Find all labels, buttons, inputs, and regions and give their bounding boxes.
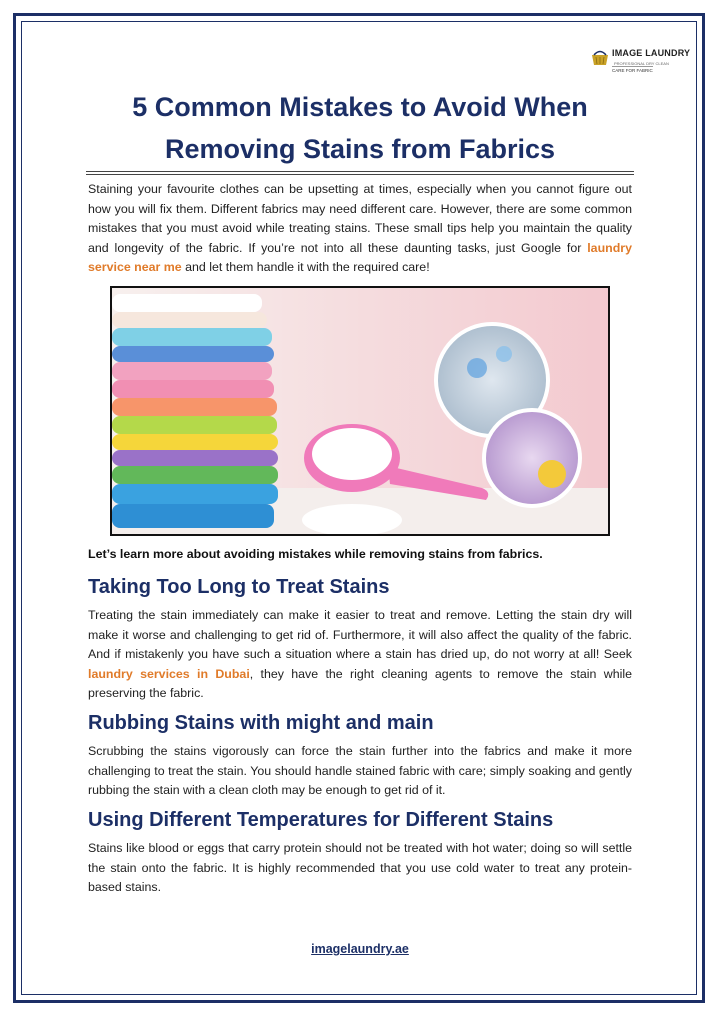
title-line-1: 5 Common Mistakes to Avoid When <box>132 92 588 122</box>
bubble-2 <box>496 346 512 362</box>
intro-text-after: and let them handle it with the required care! <box>181 260 430 275</box>
section-1-text-before: Treating the stain immediately can make it easier to treat and remove. Letting the stain dry will make it worse and challenging to get rid of. Furthermore, it will also affect the quality of the fabric. And if mistakenly you have such a situation where a stain has dried up, do not worry at all! Seek <box>88 608 632 662</box>
intro-paragraph <box>88 180 632 278</box>
laundry-service-link[interactable]: laundry service near me <box>88 240 632 275</box>
yellow-cloth <box>538 460 566 488</box>
footer-website-link[interactable]: imagelaundry.ae <box>311 942 409 956</box>
intro-text-before: Staining your favourite clothes can be upsetting at times, especially when you cannot figure out how you will fix them. Different fabrics may need different care. However, there are some common mistakes that you must avoid while treating stains. These small tips help you maintain the quality and longevity of the fabric. If you’re not into all these daunting tasks, just Google for <box>88 182 632 255</box>
title-divider-bottom <box>86 174 634 175</box>
section-heading-3: Using Different Temperatures for Different Stains <box>88 809 554 831</box>
section-paragraph-3: Stains like blood or eggs that carry protein should not be treated with hot water; doing so will settle the stain onto the fabric. It is highly recommended that you use cold water to treat any protein-based stains. <box>88 841 632 895</box>
photo-illustration <box>112 288 608 534</box>
laundry-dubai-link[interactable]: laundry services in Dubai <box>88 666 250 681</box>
section-paragraph-1 <box>88 606 632 704</box>
logo-name: IMAGE LAUNDRY <box>612 48 691 58</box>
towel-stack <box>112 294 278 528</box>
brand-logo[interactable] <box>590 46 691 74</box>
section-1-text-after: , they have the right cleaning agents to remove the stain while preserving the fabric. <box>88 666 632 701</box>
title-line-2: Removing Stains from Fabrics <box>164 134 556 164</box>
logo-subtitle: PROFESSIONAL DRY CLEAN <box>614 61 669 66</box>
page-title <box>60 86 660 170</box>
section-heading-1: Taking Too Long to Treat Stains <box>88 576 390 598</box>
towels-detergent-photo <box>110 286 610 536</box>
laundry-basket-icon <box>590 48 610 66</box>
title-divider-top <box>86 171 634 172</box>
clothes-closeup-circle <box>484 410 580 506</box>
section-paragraph-2: Scrubbing the stains vigorously can force the stain further into the fabrics and make it more challenging to treat the stain. You should handle stained fabric with care; simply soaking and gently rubbing the stain with a clean cloth may be enough to get rid of it. <box>88 744 632 798</box>
section-heading-2: Rubbing Stains with might and main <box>88 712 434 734</box>
bubble-1 <box>467 358 487 378</box>
logo-tagline: CARE FOR FABRIC <box>612 68 653 73</box>
lead-in-text: Let’s learn more about avoiding mistakes while removing stains from fabrics. <box>88 547 543 561</box>
